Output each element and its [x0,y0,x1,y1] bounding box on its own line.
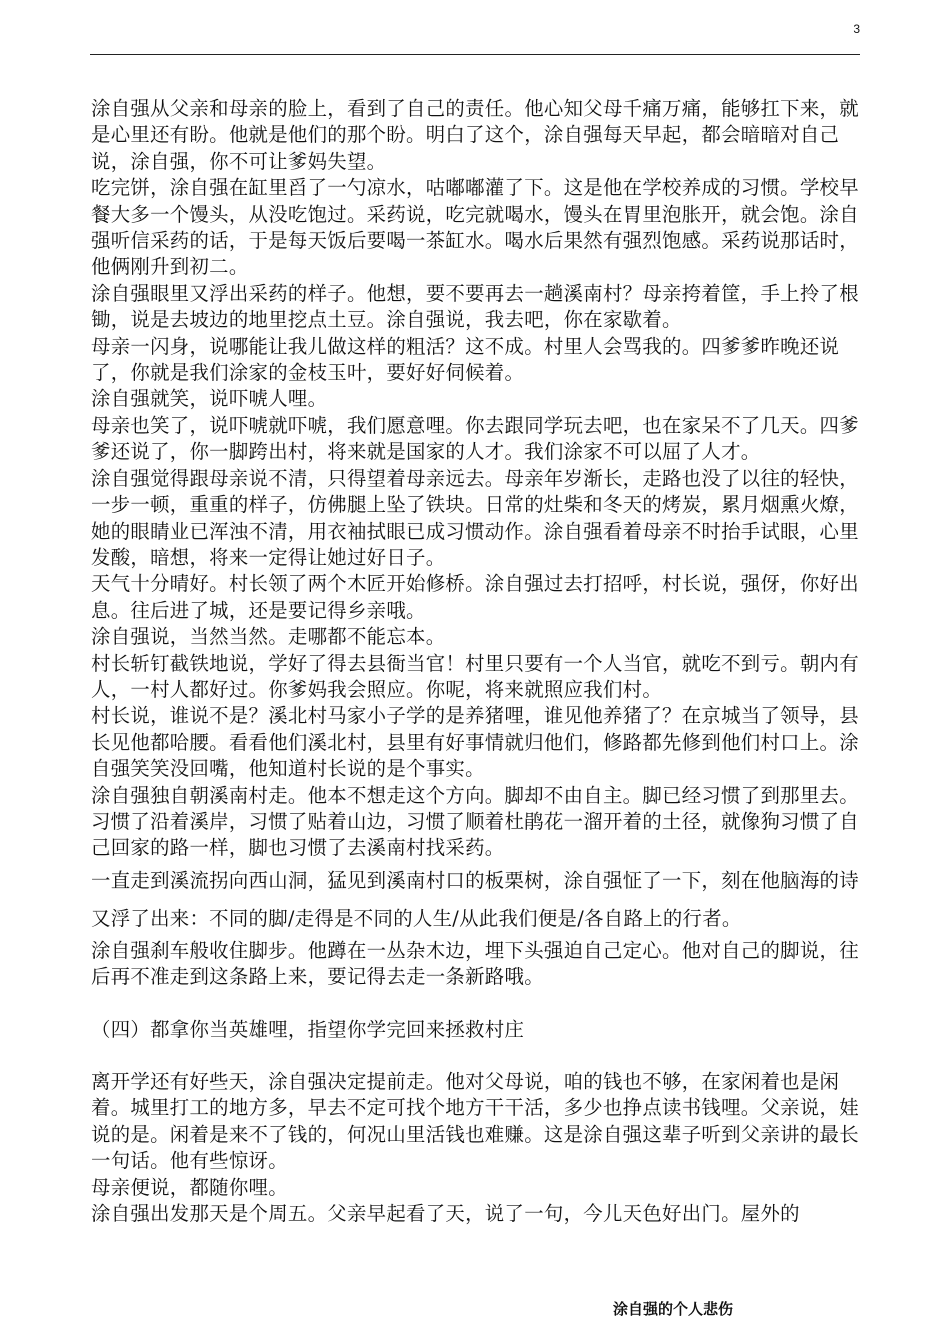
paragraph: 涂自强独自朝溪南村走。他本不想走这个方向。脚却不由自主。脚已经习惯了到那里去。习惯了沿着溪岸，习惯了贴着山边，习惯了顺着杜鹃花一溜开着的土径，就像狗习惯了自己回家的路一样，脚也习惯了去溪南村找采药。 [91,783,859,860]
paragraph: 涂自强觉得跟母亲说不清，只得望着母亲远去。母亲年岁渐长，走路也没了以往的轻快，一步一顿，重重的样子，仿佛腿上坠了铁块。日常的灶柴和冬天的烤炭，累月烟熏火燎，她的眼睛业已浑浊不清，用衣袖拭眼已成习惯动作。涂自强看着母亲不时抬手试眼，心里发酸，暗想，将来一定得让她过好日子。 [91,466,859,569]
paragraph: 母亲便说，都随你哩。 [91,1175,288,1199]
paragraph: 村长斩钉截铁地说，学好了得去县衙当官！村里只要有一个人当官，就吃不到亏。朝内有人，一村人都好过。你爹妈我会照应。你呢，将来就照应我们村。 [91,651,859,701]
paragraph: 涂自强出发那天是个周五。父亲早起看了天，说了一句，今儿天色好出门。屋外的 [91,1202,800,1226]
section-heading: （四）都拿你当英雄哩，指望你学完回来拯救村庄 [91,1017,525,1041]
paragraph: 涂自强说，当然当然。走哪都不能忘本。 [91,625,446,649]
paragraph: 母亲一闪身，说哪能让我儿做这样的粗活？这不成。村里人会骂我的。四爹爹昨晚还说了，你就是我们涂家的金枝玉叶，要好好伺候着。 [91,334,840,385]
page-number: 3 [853,22,860,36]
paragraph: 村长说，谁说不是？溪北村马家小子学的是养猪哩，谁见他养猪了？在京城当了领导，县长见他都哈腰。看看他们溪北村，县里有好事情就归他们，修路都先修到他们村口上。涂自强笑笑没回嘴，他知道村长说的是个事实。 [91,704,859,781]
paragraph: 离开学还有好些天，涂自强决定提前走。他对父母说，咱的钱也不够，在家闲着也是闲着。城里打工的地方多，早去不定可找个地方干干活，多少也挣点读书钱哩。父亲说，娃说的是。闲着是来不了钱的，何况山里活钱也难赚。这是涂自强这辈子听到父亲讲的最长一句话。他有些惊讶。 [91,1070,859,1173]
header-divider [90,54,860,55]
body-text [91,96,863,1227]
paragraph: 涂自强从父亲和母亲的脸上，看到了自己的责任。他心知父母千痛万痛，能够扛下来，就是心里还有盼。他就是他们的那个盼。明白了这个，涂自强每天早起，都会暗暗对自己说，涂自强，你不可让爹妈失望。 [91,97,859,173]
paragraph: 母亲也笑了，说吓唬就吓唬，我们愿意哩。你去跟同学玩去吧，也在家呆不了几天。四爹爹还说了，你一脚跨出村，将来就是国家的人才。我们涂家不可以屈了人才。 [91,413,859,464]
paragraph: 吃完饼，涂自强在缸里舀了一勺凉水，咕嘟嘟灌了下。这是他在学校养成的习惯。学校早餐大多一个馒头，从没吃饱过。采药说，吃完就喝水，馒头在胃里泡胀开，就会饱。涂自强听信采药的话，于是每天饭后要喝一茶缸水。喝水后果然有强烈饱感。采药说那话时，他俩刚升到初二。 [91,176,859,279]
paragraph: 天气十分晴好。村长领了两个木匠开始修桥。涂自强过去打招呼，村长说，强伢，你好出息。往后进了城，还是要记得乡亲哦。 [91,572,859,622]
poem-paragraph: 一直走到溪流拐向西山洞，猛见到溪南村口的板栗树，涂自强怔了一下，刻在他脑海的诗又浮了出来：不同的脚/走得是不同的人生/从此我们便是/各自路上的行者。 [91,868,859,930]
paragraph: 涂自强眼里又浮出采药的样子。他想，要不要再去一趟溪南村？母亲挎着筐，手上拎了根锄，说是去坡边的地里挖点土豆。涂自强说，我去吧，你在家歇着。 [91,281,859,332]
footer-title: 涂自强的个人悲伤 [613,1300,734,1318]
paragraph: 涂自强刹车般收住脚步。他蹲在一丛杂木边，埋下头强迫自己定心。他对自己的脚说，往后再不准走到这条路上来，要记得去走一条新路哦。 [91,938,859,989]
paragraph: 涂自强就笑，说吓唬人哩。 [91,387,328,411]
